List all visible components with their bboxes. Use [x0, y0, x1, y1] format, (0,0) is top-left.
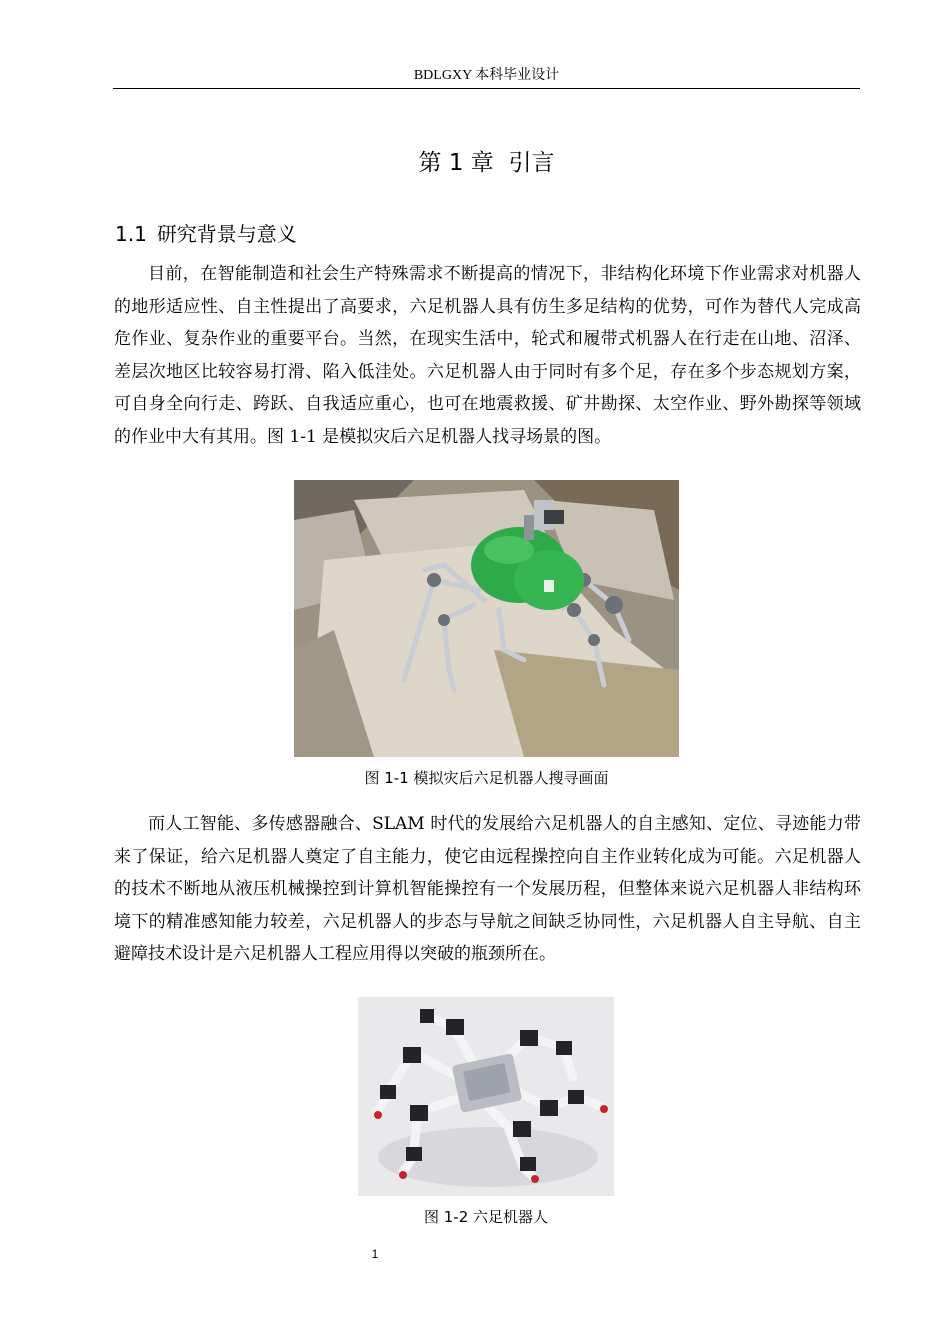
figure-1-2-caption: 图 1-2 六足机器人 — [423, 1208, 549, 1226]
header-rule — [113, 88, 860, 89]
paragraph-development: 而人工智能、多传感器融合、SLAM 时代的发展给六足机器人的自主感知、定位、寻迹能力带来了保证，给六足机器人奠定了自主能力，使它由远程操控向自主作业转化成为可能。六足机器人的技术不断地从液压机械操控到计算机智能操控有一个发展历程，但整体来说六足机器人非结构环境下的精准感知能力较差，六足机器人的步态与导航之间缺乏协同性，六足机器人自主导航、自主避障技术设计是六足机器人工程应用得以突破的瓶颈所在。 — [114, 814, 861, 964]
chapter-title — [113, 145, 950, 181]
chapter-label: 第 1 章 — [418, 150, 494, 176]
rescue-scene-illustration — [294, 480, 679, 757]
section-title: 研究背景与意义 — [156, 222, 297, 246]
figure-1-1-caption: 图 1-1 模拟灾后六足机器人搜寻画面 — [364, 769, 609, 787]
page-header — [113, 66, 860, 86]
section-number: 1.1 — [115, 222, 147, 246]
header-text: BDLGXY 本科毕业设计 — [413, 68, 560, 83]
chapter-name: 引言 — [508, 150, 555, 176]
figure-hexapod-robot-image — [358, 997, 614, 1196]
page-number: 1 — [371, 1247, 379, 1261]
paragraph-background: 目前，在智能制造和社会生产特殊需求不断提高的情况下，非结构化环境下作业需求对机器人的地形适应性、自主性提出了高要求，六足机器人具有仿生多足结构的优势，可作为替代人完成高危作业、复杂作业的重要平台。当然，在现实生活中，轮式和履带式机器人在行走在山地、沼泽、差层次地区比较容易打滑、陷入低洼处。六足机器人由于同时有多个足，存在多个步态规划方案，可自身全向行走、跨跃、自我适应重心，也可在地震救援、矿井勘探、太空作业、野外勘探等领域的作业中大有其用。图 1-1 是模拟灾后六足机器人找寻场景的图。 — [114, 264, 861, 447]
section-heading — [115, 219, 297, 249]
hexapod-illustration — [358, 997, 614, 1196]
figure-rescue-robot-image — [294, 480, 679, 757]
